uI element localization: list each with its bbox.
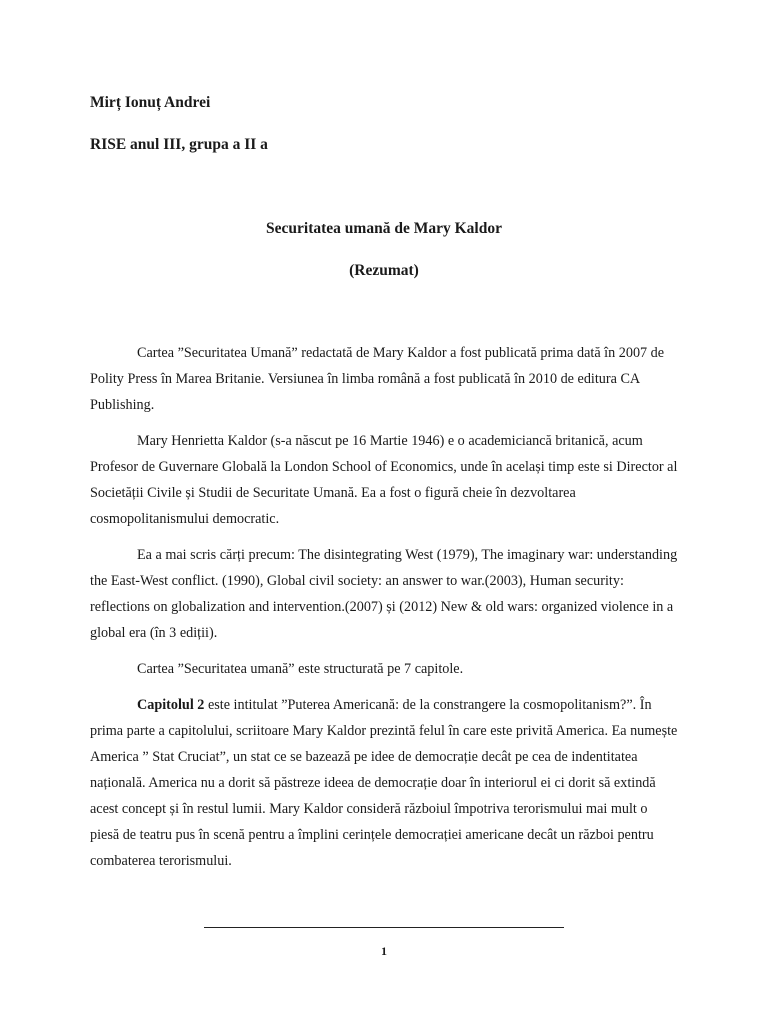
paragraph-text: este intitulat ”Puterea Americană: de la constrangere la cosmopolitanism?”. În prima parte a capitolului, scriitoare Mary Kaldor prezintă felul în care este privită America. Ea numește America ” Stat Cruciat”, un stat ce se bazează pe idee de democrație decât pe cea de indentitatea națională. America nu a dorit să păstreze ideea de democrație doar în interiorul ei ci dorit să extindă acest concept și în restul lumii. Mary Kaldor consideră războiul împotriva terorismului mai mult o piesă de teatru pus în scenă pentru a împlini cerințele democrației americane decât un război pentru combaterea terorismului. <box>90 697 678 869</box>
author-group: RISE anul III, grupa a II a <box>90 136 268 153</box>
document-subtitle: (Rezumat) <box>349 262 419 279</box>
paragraph-text: Cartea ”Securitatea Umană” redactată de Mary Kaldor a fost publicată prima dată în 2007 de Polity Press în Marea Britanie. Versiunea în limba română a fost publicată în 2010 de editura CA Publishing. <box>90 345 665 413</box>
paragraph-5 <box>90 692 678 874</box>
paragraph-1 <box>90 340 678 418</box>
document-body <box>90 340 678 884</box>
paragraph-text: Cartea ”Securitatea umană” este structurată pe 7 capitole. <box>137 661 464 677</box>
paragraph-3 <box>90 542 678 646</box>
document-title: Securitatea umană de Mary Kaldor <box>266 220 502 237</box>
page-number: 1 <box>381 944 387 958</box>
paragraph-2 <box>90 428 678 532</box>
paragraph-bold-lead: Capitolul 2 <box>137 697 205 713</box>
paragraph-text: Mary Henrietta Kaldor (s-a născut pe 16 Martie 1946) e o academiciancă britanică, acum Profesor de Guvernare Globală la London School of Economics, unde în același timp este si Director al Societății Civile și Studii de Securitate Umană. Ea a fost o figură cheie în dezvoltarea cosmopolitanismului democratic. <box>90 433 678 527</box>
footer-divider <box>204 927 564 928</box>
paragraph-4 <box>90 656 678 682</box>
paragraph-text: Ea a mai scris cărți precum: The disintegrating West (1979), The imaginary war: understanding the East-West conflict. (1990), Global civil society: an answer to war.(2003), Human security: reflections on globalization and intervention.(2007) și (2012) New & old wars: organized violence in a global era (în 3 ediții). <box>90 547 678 641</box>
author-name: Mirț Ionuț Andrei <box>90 94 211 111</box>
